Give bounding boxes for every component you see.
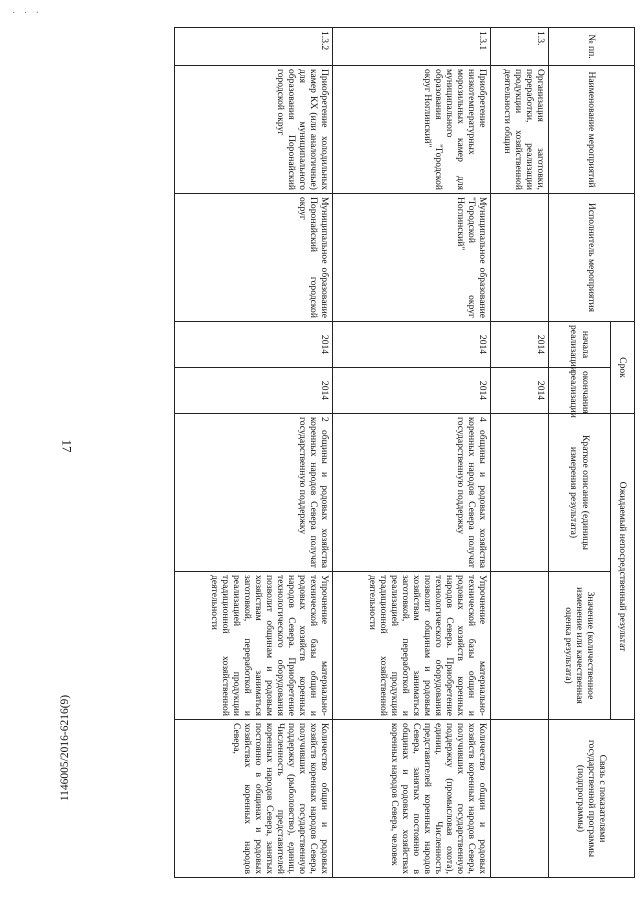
row-executor: Муниципальное образование Поронайский городской округ [175, 194, 333, 322]
row-end: 2014 [333, 368, 491, 414]
header-num: № пп. [549, 28, 635, 66]
header-executor: Исполнитель мероприятия [549, 194, 635, 322]
header-expected-value: Значение (количественное изменение или качественная оценка результата) [549, 572, 611, 720]
row-start: 2014 [333, 322, 491, 368]
table-row [333, 28, 491, 878]
table-row [491, 28, 549, 878]
header-row-1 [611, 28, 635, 878]
row-name: Организация заготовки, переработки, реализации продукции хозяйственной деятельности общин [491, 66, 549, 194]
header-expected-desc: Краткое описание (единицы измерения результата) [549, 414, 611, 572]
row-num: 1.3. [491, 28, 549, 66]
row-value: Упрочнение материально-технической базы общин и родовых хозяйств коренных народов Севера. Приобретение технологического оборудования позволит общинам и родовым хозяйствам заниматься заготовкой, переработкой и реализацией продукции традиционной хозяйственной деятельности [333, 572, 491, 720]
header-link: Связь с показателями государственной программы (подпрограммы) [549, 720, 635, 878]
row-desc: 4 общины и родовых хозяйства коренных народов Севера получат государственную поддержку [333, 414, 491, 572]
row-name: Приобретение низкотемпературных морозильных камер для муниципального образования "Городской округ Ноглинский" [333, 66, 491, 194]
row-link: Количество общин и родовых хозяйств коренных народов Севера, получивших государственную поддержку (промысловая охота), единиц. Численность представителей коренных народов Севера, занятых постоянно в общинах и родовых хозяйствах коренных народов Севера, человек [333, 720, 491, 878]
table-row [175, 28, 333, 878]
row-link: Количество общин и родовых хозяйств коренных народов Севера, получивших государственную поддержку (рыболовство), единиц. Численность представителей коренных народов Севера, занятых постоянно в общинах и родовых хозяйствах коренных народов Севера, [175, 720, 333, 878]
row-start: 2014 [175, 322, 333, 368]
scan-marks: · · · [12, 8, 42, 19]
row-value: Упрочнение материально-технической базы общин и родовых хозяйств коренных народов Севера. Приобретение технологического оборудования позволит общинам и родовым хозяйствам заниматься заготовкой, переработкой и реализацией продукции традиционной хозяйственной деятельности [175, 572, 333, 720]
measures-table [174, 27, 635, 878]
row-start: 2014 [491, 322, 549, 368]
row-desc: 2 общины и родовых хозяйства коренных народов Севера получат государственную поддержку [175, 414, 333, 572]
row-num: 1.3.2 [175, 28, 333, 66]
header-term-end: окончания реализации [549, 368, 611, 414]
table-wrapper [175, 27, 635, 877]
rotated-table-container [175, 27, 635, 877]
row-end: 2014 [175, 368, 333, 414]
row-num: 1.3.1 [333, 28, 491, 66]
header-expected: Ожидаемый непосредственный результат [611, 414, 635, 720]
row-executor [491, 194, 549, 322]
header-term: Срок [611, 322, 635, 414]
document-code: 1146005/2016-6216(9) [59, 694, 71, 802]
row-name: Приобретение холодильных камер КХ (или аналогичные) для муниципального образования Поронайский городской округ [175, 66, 333, 194]
row-value [491, 572, 549, 720]
row-end: 2014 [491, 368, 549, 414]
row-link [491, 720, 549, 878]
header-term-start: начала реализации [549, 322, 611, 368]
row-executor: Муниципальное образование "Городской округ Ноглинский" [333, 194, 491, 322]
page-number: 17 [59, 439, 75, 453]
header-name: Наименование мероприятий [549, 66, 635, 194]
row-desc [491, 414, 549, 572]
